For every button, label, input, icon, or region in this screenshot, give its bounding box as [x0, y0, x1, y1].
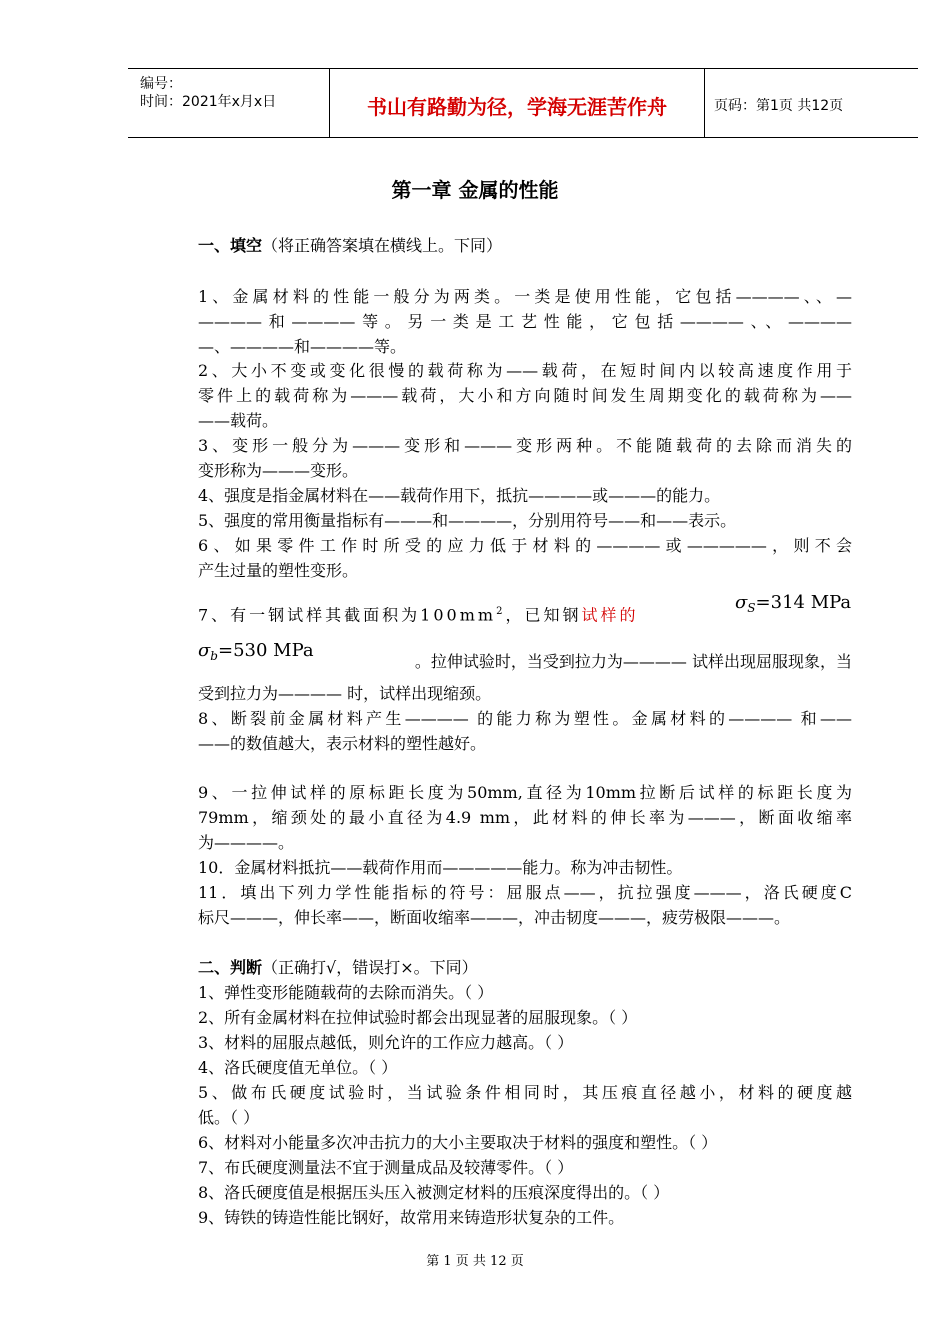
header-meta-cell — [128, 69, 328, 137]
q7-line2: 。拉伸试验时，当受到拉力为———— 试样出现屈服现象，当 — [414, 652, 852, 671]
page-header — [128, 68, 918, 138]
chapter-title: 第一章 金属的性能 — [391, 178, 559, 202]
q7-line3: 受到拉力为———— 时，试样出现缩颈。 — [198, 684, 492, 703]
text-line: 产生过量的塑性变形。 — [198, 561, 359, 580]
text-line: 8、断裂前金属材料产生———— 的能力称为塑性。金属材料的———— 和—— — [198, 709, 852, 728]
text-line: 7、布氏硬度测量法不宜于测量成品及较薄零件。（ ） — [198, 1158, 574, 1177]
text-line: 9、铸铁的铸造性能比钢好，故常用来铸造形状复杂的工件。 — [198, 1208, 625, 1227]
text-line: 5、强度的常用衡量指标有———和————，分别用符号——和——表示。 — [198, 511, 737, 530]
q7-text2: ，已知钢 — [505, 605, 582, 625]
text-line: 4、洛氏硬度值无单位。（ ） — [198, 1058, 398, 1077]
text-line: 4、强度是指金属材料在——载荷作用下，抵抗————或———的能力。 — [198, 486, 721, 505]
section1-heading: 一、填空 — [198, 236, 263, 255]
text-line: 3、变形一般分为———变形和———变形两种。不能随载荷的去除而消失的 — [198, 436, 852, 455]
sigma-sub: b — [210, 649, 218, 663]
text-line: 2、大小不变或变化很慢的载荷称为——载荷，在短时间内以较高速度作用于 — [198, 361, 852, 380]
text-line: 1、弹性变形能随载荷的去除而消失。（ ） — [198, 983, 494, 1002]
page-info: 页码：第1页 共12页 — [714, 98, 844, 114]
section-heading-fill — [198, 236, 852, 256]
text-line: 变形称为———变形。 — [198, 461, 359, 480]
section2-heading: 二、判断 — [198, 958, 263, 977]
text-line: 为————。 — [198, 833, 295, 852]
text-line: 3、材料的屈服点越低，则允许的工作应力越高。（ ） — [198, 1033, 574, 1052]
text-line: 79mm，缩颈处的最小直径为4.9 mm，此材料的伸长率为———，断面收缩率 — [198, 808, 852, 827]
sigma-s-formula — [735, 592, 851, 615]
q7-line1 — [198, 602, 728, 625]
q7-text: 7、有一钢试样其截面积为100mm — [198, 605, 497, 625]
sigma-b-formula — [198, 640, 314, 663]
text-line: 零件上的载荷称为———载荷，大小和方向随时间发生周期变化的载荷称为—— — [198, 386, 852, 405]
text-line: 11．填出下列力学性能指标的符号：屈服点——，抗拉强度———，洛氏硬度C — [198, 883, 852, 902]
text-line: 5、做布氏硬度试验时，当试验条件相同时，其压痕直径越小，材料的硬度越 — [198, 1083, 852, 1102]
text-line: 6、材料对小能量多次冲击抗力的大小主要取决于材料的强度和塑性。（ ） — [198, 1133, 718, 1152]
serial-label: 编号： — [140, 76, 182, 92]
page-footer: 第 1 页 共 12 页 — [426, 1254, 524, 1269]
text-line: 6、如果零件工作时所受的应力低于材料的————或—————，则不会 — [198, 536, 852, 555]
q7-sup: 2 — [496, 606, 506, 617]
time-label: 时间：2021年x月x日 — [140, 94, 277, 110]
motto: 书山有路勤为径，学海无涯苦作舟 — [367, 95, 667, 119]
text-line: 10．金属材料抵抗——载荷作用而—————能力。称为冲击韧性。 — [198, 858, 683, 877]
sigma-value: =314 MPa — [755, 592, 852, 613]
section1-note: （将正确答案填在横线上。下同） — [262, 236, 503, 255]
section2-note: （正确打√，错误打×。下同） — [262, 958, 478, 977]
text-line: 标尺———，伸长率——，断面收缩率———，冲击韧度———，疲劳极限———。 — [198, 908, 791, 927]
text-line: 2、所有金属材料在拉伸试验时都会出现显著的屈服现象。（ ） — [198, 1008, 638, 1027]
q7-red-text: 试样的 — [581, 605, 639, 625]
text-line: 低。（ ） — [198, 1108, 260, 1127]
sigma-symbol: σ — [198, 640, 211, 661]
text-line: ————和————等。另一类是工艺性能，它包括————、、———— — [198, 312, 852, 331]
section-heading-judge — [198, 958, 852, 978]
sigma-symbol: σ — [735, 592, 748, 613]
text-line: 1、金属材料的性能一般分为两类。一类是使用性能，它包括————、、— — [198, 287, 852, 306]
sigma-value: =530 MPa — [217, 640, 314, 661]
text-line: 9、一拉伸试样的原标距长度为50mm,直径为10mm拉断后试样的标距长度为 — [198, 783, 852, 802]
text-line: ——的数值越大，表示材料的塑性越好。 — [198, 734, 487, 753]
text-line: —、————和————等。 — [198, 337, 407, 356]
text-line: 8、洛氏硬度值是根据压头压入被测定材料的压痕深度得出的。（ ） — [198, 1183, 670, 1202]
header-motto-cell — [329, 69, 705, 137]
header-page-cell — [704, 69, 918, 137]
text-line: ——载荷。 — [198, 411, 279, 430]
sigma-sub: S — [747, 601, 756, 615]
